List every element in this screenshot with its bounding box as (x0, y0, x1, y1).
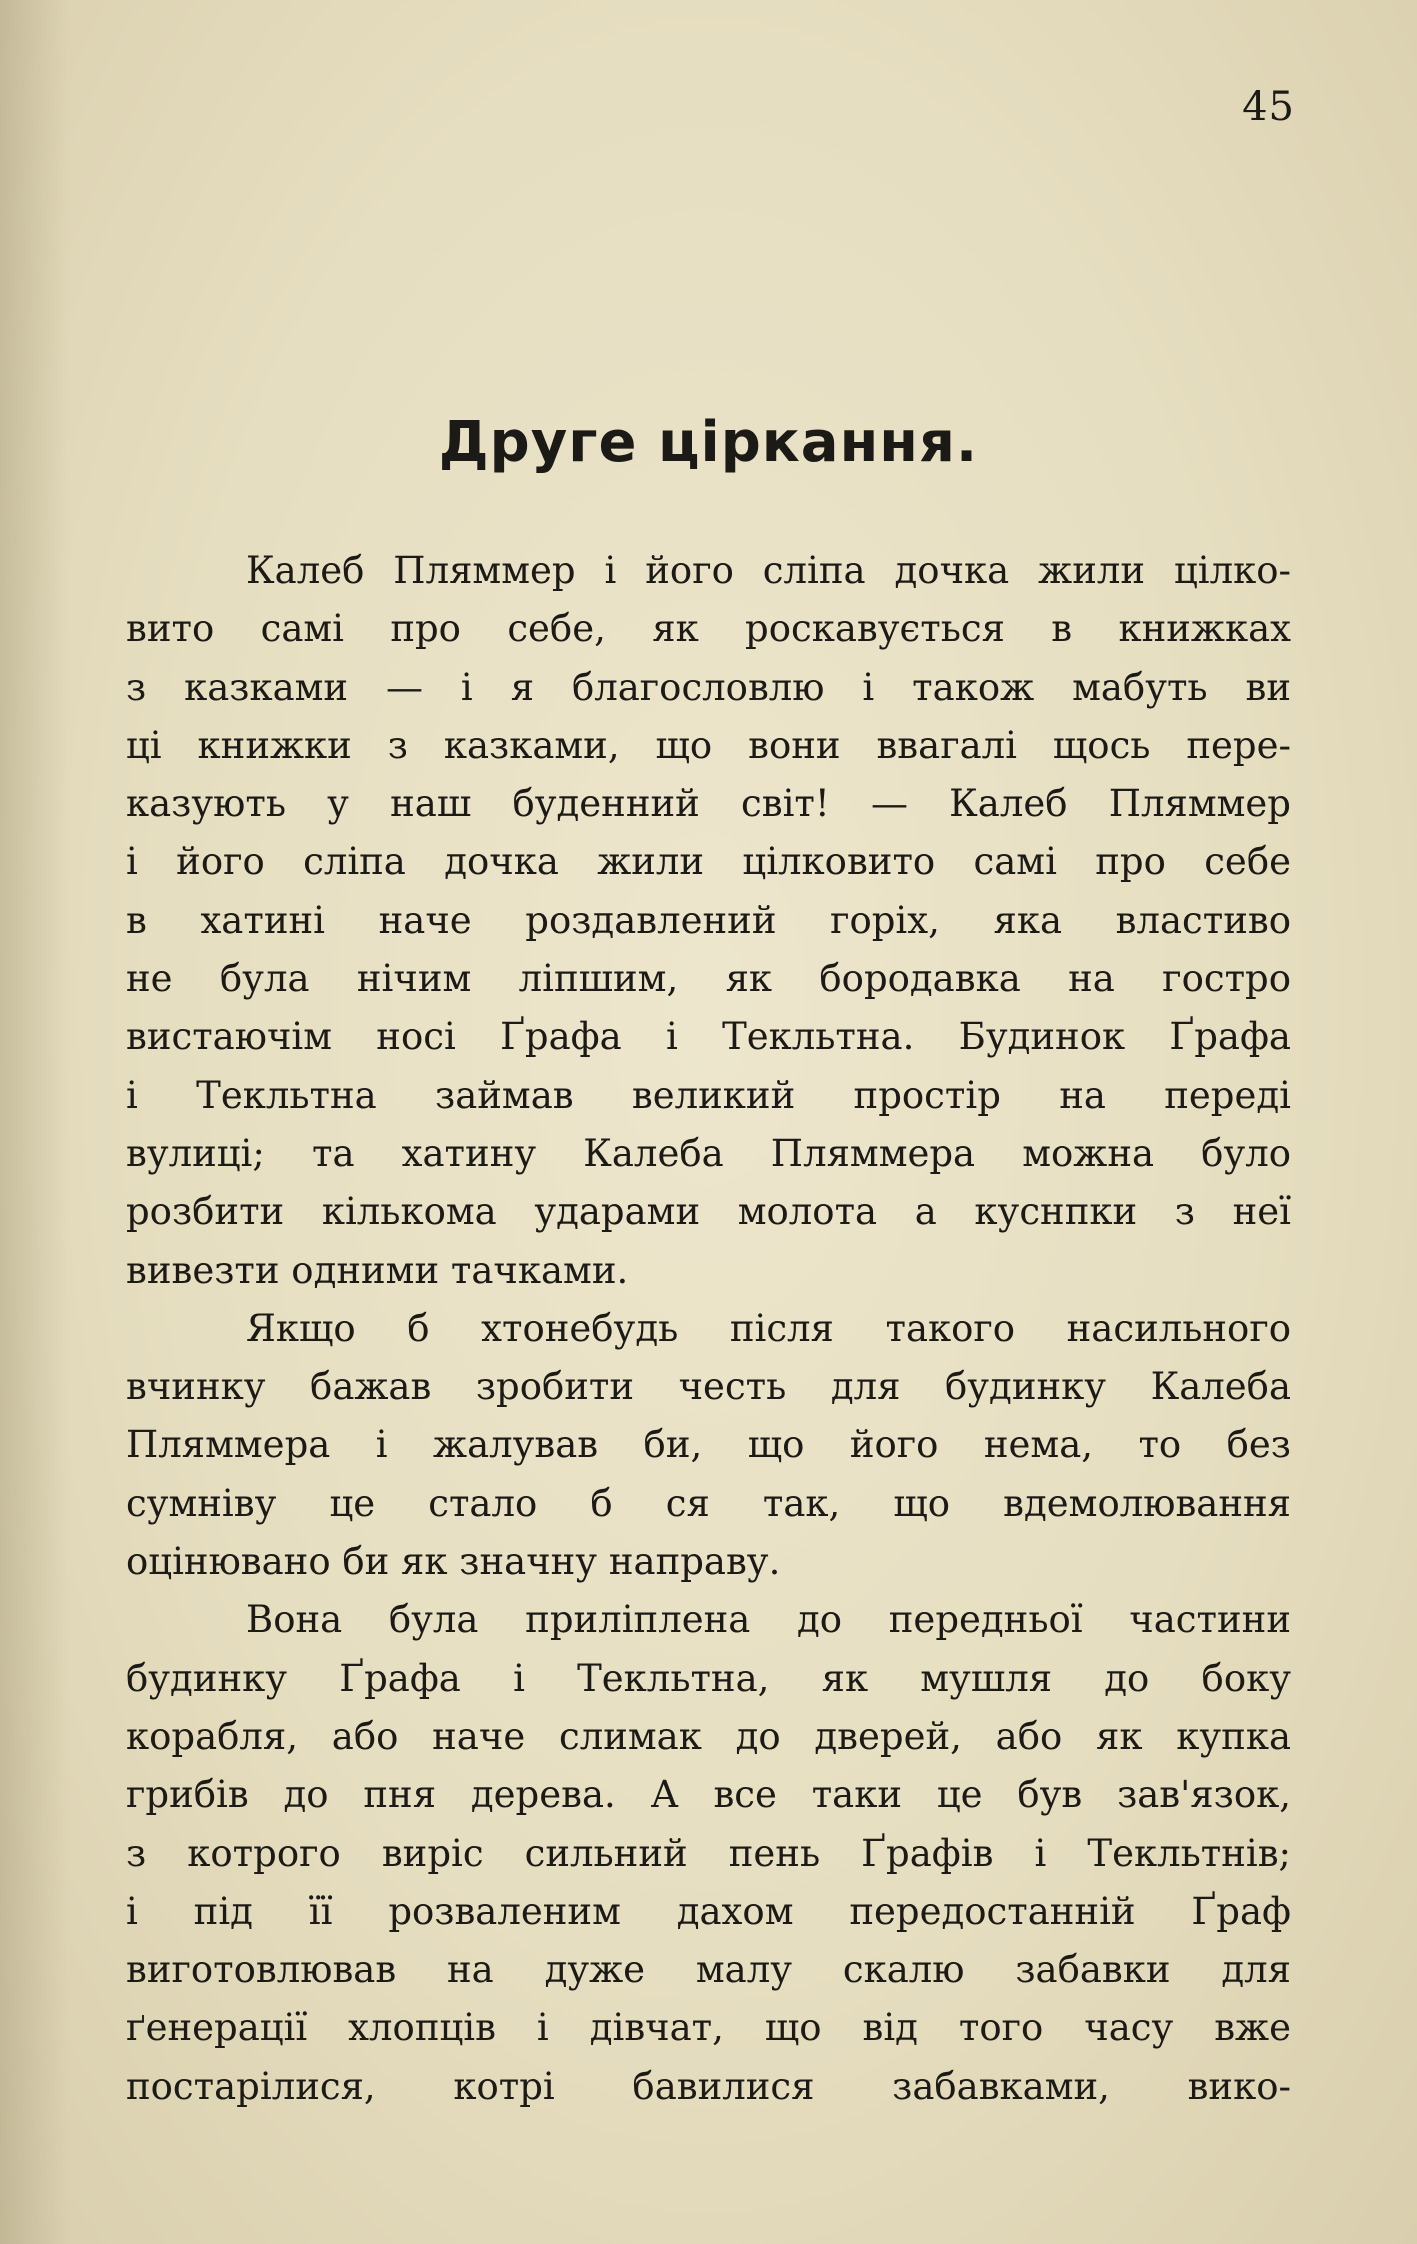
text-line: вито самі про себе, як роскавується в книжках (126, 607, 1291, 651)
body-text (126, 542, 1291, 2116)
text-line: сумніву це стало б ся так, що вдемолювання (126, 1481, 1291, 1525)
text-line: виготовлював на дуже малу скалю забавки для (126, 1948, 1291, 1992)
text-line: ці книжки з казками, що вони ввагалі щось пере- (126, 723, 1291, 767)
binding-shadow (0, 0, 70, 2244)
text-line: ґенерації хлопців і дівчат, що від того часу вже (126, 2006, 1291, 2050)
text-line: і Текльтна займав великий простір на переді (126, 1073, 1291, 1117)
text-line: Калеб Пляммер і його сліпа дочка жили цілко- (246, 549, 1291, 592)
text-line: вистаючім носі Ґрафа і Текльтна. Будинок Ґрафа (126, 1015, 1291, 1059)
text-line: і його сліпа дочка жили цілковито самі про себе (126, 840, 1291, 884)
text-line: грибів до пня дерева. А все таки це був зав'язок, (126, 1773, 1291, 1817)
text-line: оцінювано би як значну направу. (126, 1540, 781, 1584)
text-line: не була нічим ліпшим, як бородавка на гостро (126, 957, 1291, 1001)
text-line: будинку Ґрафа і Текльтна, як мушля до боку (126, 1656, 1291, 1700)
text-line: в хатині наче роздавлений горіх, яка властиво (126, 898, 1291, 942)
text-line: постарілися, котрі бавилися забавками, вико- (126, 2064, 1291, 2108)
text-line: Вона була приліплена до передньої частини (246, 1598, 1291, 1642)
chapter-title: Друге ціркання. (438, 410, 979, 475)
text-line: з казками — і я благословлю і також мабуть ви (126, 665, 1291, 709)
text-line: Якщо б хтонебудь після такого насильного (246, 1306, 1291, 1350)
page-number: 45 (1242, 84, 1295, 130)
text-line: і під її розваленим дахом передостанній Ґраф (126, 1889, 1291, 1933)
text-line: вчинку бажав зробити честь для будинку Калеба (126, 1365, 1291, 1409)
text-line: вулиці; та хатину Калеба Пляммера можна було (126, 1131, 1291, 1175)
text-line: Пляммера і жалував би, що його нема, то без (126, 1423, 1291, 1467)
text-line: корабля, або наче слимак до дверей, або як купка (126, 1714, 1291, 1758)
text-line: казують у наш буденний світ! — Калеб Пляммер (126, 782, 1291, 826)
text-line: вивезти одними тачками. (126, 1248, 629, 1292)
text-line: розбити кількома ударами молота а куснпки з неї (126, 1190, 1291, 1234)
text-line: з котрого виріс сильний пень Ґрафів і Текльтнів; (126, 1831, 1291, 1875)
